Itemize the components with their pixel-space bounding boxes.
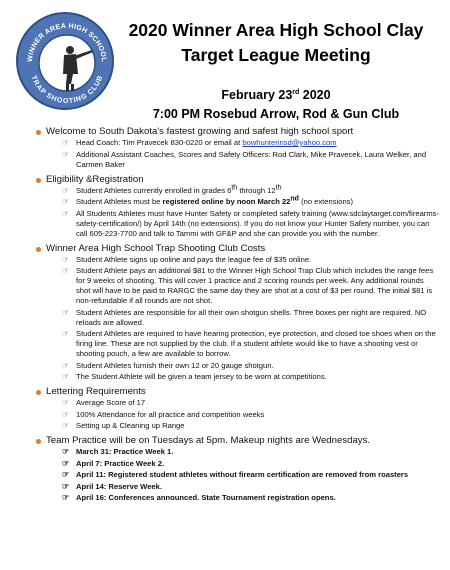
item-text: (no extensions) [298, 197, 353, 206]
pointing-hand-icon: ☞ [62, 254, 70, 264]
list-item [62, 307, 440, 328]
meeting-info [118, 86, 434, 124]
pointing-hand-icon: ☞ [62, 208, 70, 218]
item-text: April 11: Registered student athletes without firearm certification are removed from roasters [76, 470, 409, 479]
pointing-hand-icon: ☞ [62, 372, 70, 381]
item-text: Head Coach: Tim Pravecek 830-0220 or email at [76, 138, 243, 147]
pointing-hand-icon: ☞ [62, 197, 70, 206]
section-practice [0, 434, 450, 503]
section-heading: Eligibility &Registration [46, 173, 144, 185]
date-year: 2020 [299, 88, 331, 102]
item-text: April 7: Practice Week 2. [76, 458, 165, 468]
section-heading: Lettering Requirements [46, 386, 146, 397]
item-text: Additional Assistant Coaches, Scores and Safety Officers: Rod Clark, Mike Pravecek, Laura Welker, and Carmen Baker [76, 149, 427, 169]
bullet-icon [36, 178, 41, 183]
bullet-icon [36, 390, 41, 395]
pointing-hand-icon: ☞ [62, 138, 70, 147]
bullet-icon [36, 247, 41, 252]
schedule-item [62, 493, 440, 503]
section-costs [0, 242, 450, 383]
item-text: March 31: Practice Week 1. [76, 447, 174, 456]
pointing-hand-icon: ☞ [62, 307, 70, 317]
list-item [62, 183, 440, 196]
item-text: Average Score of 17 [76, 398, 146, 407]
date-text: February 23 [221, 88, 293, 102]
club-logo [16, 12, 114, 110]
item-text: April 14: Reserve Week. [76, 481, 162, 491]
item-text: 100% Attendance for all practice and competition weeks [76, 409, 265, 419]
ordinal-suffix: th [231, 183, 238, 191]
item-text: Student Athletes currently enrolled in grades 6 [76, 185, 232, 195]
list-item [62, 149, 440, 170]
list-item [62, 195, 440, 207]
pointing-hand-icon: ☞ [62, 481, 70, 491]
section-heading: Winner Area High School Trap Shooting Club Costs [46, 242, 266, 254]
bullet-icon [36, 439, 41, 444]
pointing-hand-icon: ☞ [62, 149, 70, 159]
date-suffix: rd [292, 88, 300, 96]
email-link[interactable]: bowhunterinsd@yahoo.com [242, 138, 337, 147]
list-item [62, 138, 440, 148]
list-item [62, 329, 440, 359]
section-lettering [0, 385, 450, 431]
logo-graphic [18, 14, 116, 112]
item-text: Student Athletes are responsible for all their own shotgun shells. Three boxes per night are required. NO reloads are allowed. [76, 307, 427, 327]
list-item [62, 398, 440, 408]
item-text: April 16: Conferences announced. State Tournament registration opens. [76, 493, 336, 502]
pointing-hand-icon: ☞ [62, 360, 70, 370]
list-item [62, 372, 440, 382]
section-heading: Welcome to South Dakota's fastest growing and safest high school sport [46, 126, 354, 137]
pointing-hand-icon: ☞ [62, 447, 70, 456]
schedule-item [62, 481, 440, 492]
schedule-item [62, 470, 440, 480]
bullet-icon [36, 130, 41, 135]
pointing-hand-icon: ☞ [62, 409, 70, 419]
registration-deadline: registered online by noon March 22 [162, 197, 291, 206]
item-text: Student Athlete signs up online and pays the league fee of $35 online. [76, 254, 312, 264]
item-text: All Students Athletes must have Hunter Safety or completed safety training (www.sdclaytarget.com/firearms-safety-certification/) by April 14th (no extensions). If you do not know your Hunter Safety number, you can call 605-223-7700 and talk to Tammi with GF&P and she can provide you with the number. [76, 208, 439, 238]
item-text: The Student Athlete will be given a team jersey to be worn at competitions. [76, 372, 327, 381]
pointing-hand-icon: ☞ [62, 458, 70, 468]
page-title [118, 18, 434, 68]
pointing-hand-icon: ☞ [62, 329, 70, 338]
pointing-hand-icon: ☞ [62, 421, 70, 430]
list-item [62, 360, 440, 371]
list-item [62, 421, 440, 431]
title-line-2: Target League Meeting [181, 45, 371, 65]
meeting-date [118, 86, 434, 105]
ordinal-suffix: nd [290, 195, 299, 203]
section-eligibility [0, 173, 450, 239]
logo-ring-text-bottom: TRAP SHOOTING CLUB [29, 74, 105, 106]
schedule-item [62, 447, 440, 457]
item-text: Setting up & Cleaning up Range [76, 421, 185, 430]
ordinal-suffix: th [275, 183, 282, 191]
item-text: Student Athletes furnish their own 12 or 20 gauge shotgun. [76, 360, 274, 370]
list-item [62, 208, 440, 239]
logo-ring-text-top: WINNER AREA HIGH SCHOOL [26, 22, 108, 63]
pointing-hand-icon: ☞ [62, 266, 70, 275]
list-item [62, 409, 440, 420]
item-text: Student Athletes must be [76, 197, 163, 206]
sections-list [0, 125, 450, 505]
item-text: Student Athlete pays an additional $81 to the Winner High School Trap Club which includes the range fees for 9 weeks of shooting. This will cover 1 practice and 2 scoring rounds per week. Any additional rounds shot will have to be paid to RARGC the same day they are shot at a cost of $3 per round. The initial $81 is non-refundable if all rounds are not shot. [76, 266, 434, 305]
title-line-1: 2020 Winner Area High School Clay [128, 20, 424, 40]
section-heading: Team Practice will be on Tuesdays at 5pm. Makeup nights are Wednesdays. [46, 435, 371, 446]
pointing-hand-icon: ☞ [62, 470, 70, 479]
section-welcome [0, 125, 450, 170]
pointing-hand-icon: ☞ [62, 185, 70, 195]
schedule-item [62, 458, 440, 469]
meeting-time-place: 7:00 PM Rosebud Arrow, Rod & Gun Club [152, 107, 400, 121]
item-text: through 12 [237, 185, 276, 195]
list-item [62, 266, 440, 306]
pointing-hand-icon: ☞ [62, 398, 70, 407]
item-text: Student Athletes are required to have hearing protection, eye protection, and closed toe shoes when on the firing line. These are not supplied by the club. If a student athlete would like to have a shooting vest or shooting pouch, a few are available to borrow. [76, 329, 436, 358]
list-item [62, 254, 440, 265]
pointing-hand-icon: ☞ [62, 493, 70, 502]
